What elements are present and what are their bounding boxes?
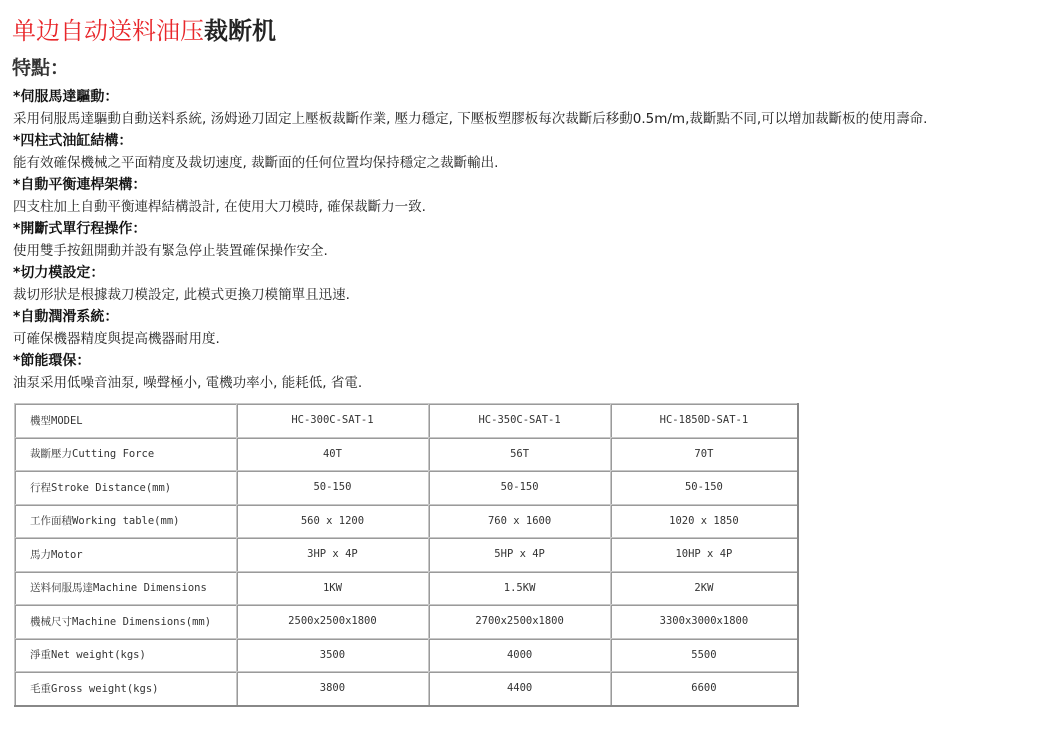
feature-heading: *節能環保： (13, 353, 91, 369)
table-cell: 1.5KW (429, 571, 610, 605)
table-row (15, 638, 799, 672)
feature-heading: *自動潤滑系統： (13, 309, 119, 325)
table-cell: 10HP x 4P (610, 538, 798, 572)
table-cell: 3800 (236, 672, 429, 706)
table-cell: 4000 (429, 638, 610, 672)
table-row (15, 672, 799, 706)
row-label: 工作面積Working table(mm) (15, 504, 237, 538)
row-label: 機型MODEL (15, 404, 237, 438)
table-cell: 40T (236, 437, 429, 471)
features-list (13, 86, 1043, 394)
table-cell: HC-350C-SAT-1 (429, 404, 610, 438)
table-cell: 5500 (610, 638, 798, 672)
table-row (15, 605, 799, 639)
table-cell: 5HP x 4P (429, 538, 610, 572)
page-title-red: 单边自动送料油压 (12, 17, 204, 45)
feature-description: 裁切形狀是根據裁刀模設定, 此模式更換刀模簡單且迅速. (13, 287, 350, 303)
table-cell: 50-150 (610, 471, 798, 505)
table-cell: 1KW (236, 571, 429, 605)
table-cell: 3300x3000x1800 (610, 605, 798, 639)
feature-description: 四支柱加上自動平衡連桿結構設計, 在使用大刀模時, 確保裁斷力一致. (13, 199, 426, 215)
row-label: 行程Stroke Distance(mm) (15, 471, 237, 505)
row-label: 淨重Net weight(kgs) (15, 638, 237, 672)
row-label: 馬力Motor (15, 538, 237, 572)
features-heading: 特點： (12, 57, 70, 79)
feature-heading: *自動平衡連桿架構： (13, 177, 147, 193)
table-cell: 1020 x 1850 (610, 504, 798, 538)
table-cell: HC-1850D-SAT-1 (610, 404, 798, 438)
feature-description: 可確保機器精度與提高機器耐用度. (13, 331, 220, 347)
spec-table (14, 403, 799, 707)
table-cell: 760 x 1600 (429, 504, 610, 538)
row-label: 毛重Gross weight(kgs) (15, 672, 237, 706)
page-title-black: 裁断机 (204, 17, 276, 45)
table-cell: HC-300C-SAT-1 (236, 404, 429, 438)
table-cell: 2KW (610, 571, 798, 605)
table-row (15, 437, 799, 471)
feature-heading: *開斷式單行程操作： (13, 221, 147, 237)
table-cell: 6600 (610, 672, 798, 706)
table-row (15, 571, 799, 605)
page-title (12, 14, 276, 48)
table-row (15, 471, 799, 505)
feature-heading: *四柱式油缸結構： (13, 133, 133, 149)
table-cell: 56T (429, 437, 610, 471)
table-cell: 3HP x 4P (236, 538, 429, 572)
table-cell: 4400 (429, 672, 610, 706)
table-row (15, 504, 799, 538)
feature-description: 油泵采用低噪音油泵, 噪聲極小, 電機功率小, 能耗低, 省電. (13, 375, 363, 391)
row-label: 機械尺寸Machine Dimensions(mm) (15, 605, 237, 639)
table-cell: 2500x2500x1800 (236, 605, 429, 639)
table-cell: 50-150 (429, 471, 610, 505)
feature-description: 使用雙手按鈕開動并設有緊急停止裝置確保操作安全. (13, 243, 328, 259)
feature-description: 能有效確保機械之平面精度及裁切速度, 裁斷面的任何位置均保持穩定之裁斷輸出. (13, 155, 499, 171)
row-label: 裁斷壓力Cutting Force (15, 437, 237, 471)
table-cell: 2700x2500x1800 (429, 605, 610, 639)
feature-description: 采用伺服馬達驅動自動送料系統, 汤姆逊刀固定上壓板裁斷作業, 壓力穩定, 下壓板塑膠板每次裁斷后移動0.5m/m,裁斷點不同,可以增加裁斷板的使用壽命. (13, 111, 928, 127)
table-cell: 50-150 (236, 471, 429, 505)
row-label: 送料伺服馬達Machine Dimensions (15, 571, 237, 605)
table-cell: 560 x 1200 (236, 504, 429, 538)
table-cell: 3500 (236, 638, 429, 672)
table-row (15, 538, 799, 572)
feature-heading: *伺服馬達驅動： (13, 89, 119, 105)
feature-heading: *切力模設定： (13, 265, 105, 281)
table-row (15, 404, 799, 438)
table-cell: 70T (610, 437, 798, 471)
